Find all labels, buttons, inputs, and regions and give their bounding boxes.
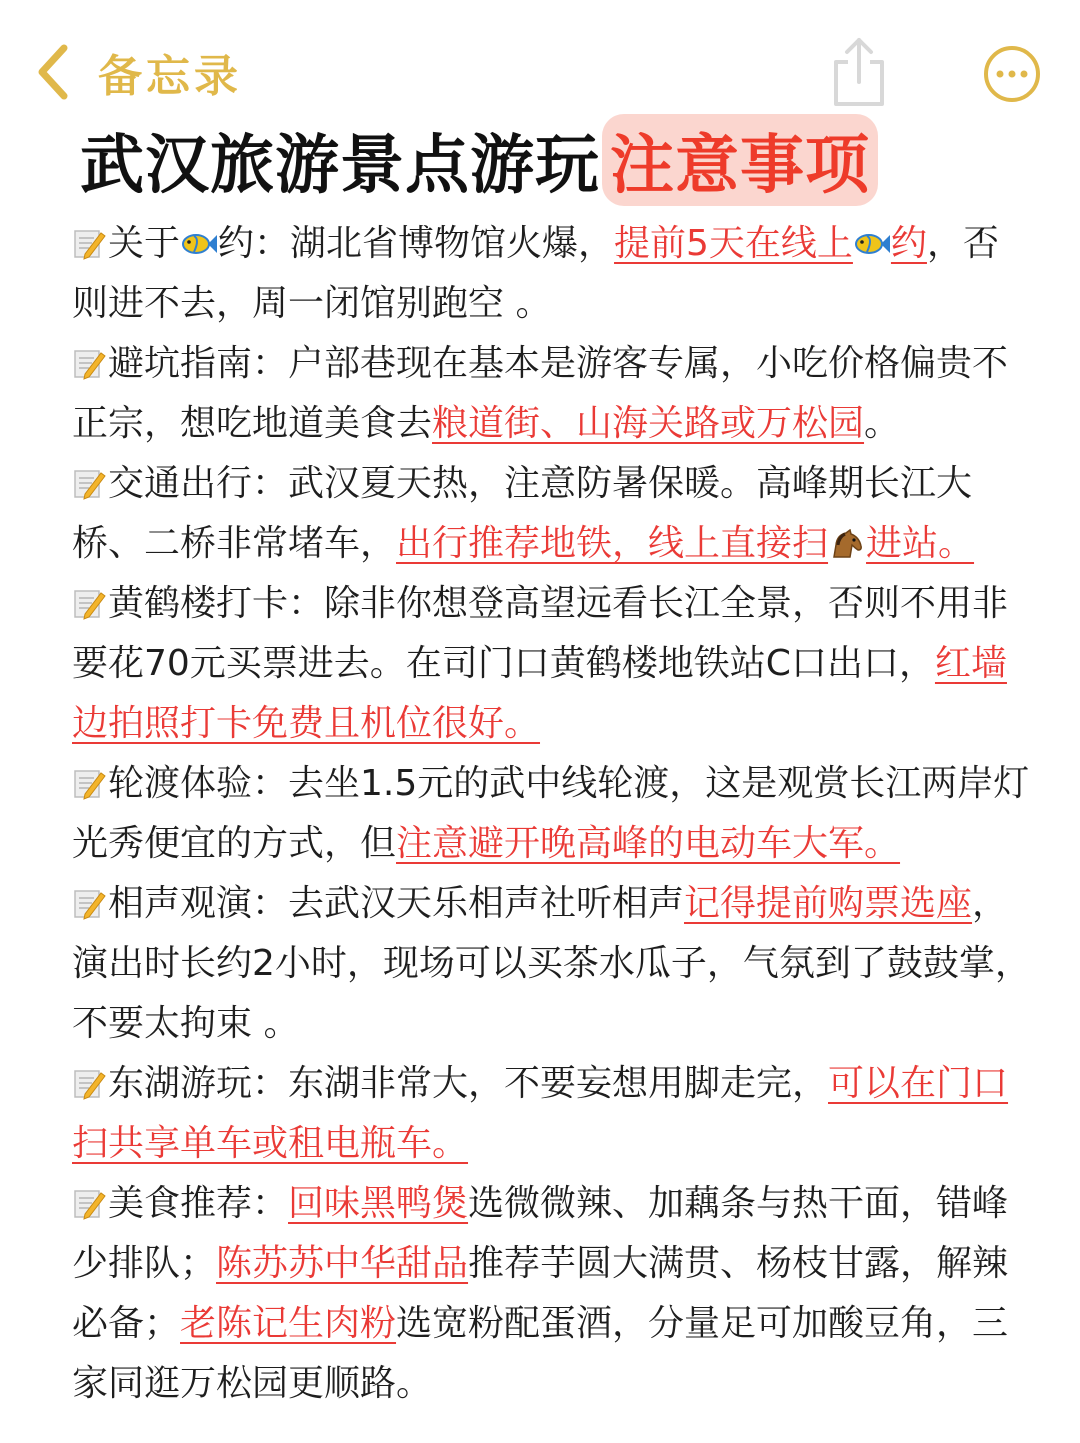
chevron-left-icon [34,42,70,102]
title-main: 武汉旅游景点游玩 [80,129,600,203]
memo-icon [72,466,106,500]
back-button[interactable] [34,40,242,104]
list-item: 交通出行：武汉夏天热，注意防暑保暖。高峰期长江大桥、二桥非常堵车，出行推荐地铁，线上直接扫 进站。 [72,463,975,564]
note-body [72,214,1034,1414]
title-highlight: 注意事项 [602,114,878,206]
highlight-text: 回味黑鸭煲 [288,1183,469,1224]
list-item: 轮渡体验：去坐1.5元的武中线轮渡，这是观赏长江两岸灯光秀便宜的方式，但注意避开晚高峰的电动车大军。 [72,763,1030,864]
memo-icon [72,886,106,920]
list-item: 避坑指南：户部巷现在基本是游客专属，小吃价格偏贵不正宗，想吃地道美食去粮道街、山海关路或万松园。 [72,343,1009,444]
fish-icon [180,229,218,259]
highlight-text: 记得提前购票选座 [684,883,973,924]
list-item: 关于 约：湖北省博物馆火爆，提前5天在线上 约，否则进不去，周一闭馆别跑空 。 [72,223,999,324]
list-item: 美食推荐：回味黑鸭煲选微微辣、加藕条与热干面，错峰少排队；陈苏苏中华甜品推荐芋圆大满贯、杨枝甘露，解辣必备；老陈记生肉粉选宽粉配蛋酒，分量足可加酸豆角，三家同逛万松园更顺路。 [72,1183,1009,1404]
highlight-text: 可以在门口扫共享单车或租电瓶车。 [72,1063,1009,1164]
memo-icon [72,1186,106,1220]
memo-icon [72,1066,106,1100]
memo-icon [72,586,106,620]
memo-icon [72,766,106,800]
page-title [80,118,878,202]
memo-icon [72,346,106,380]
share-icon[interactable] [828,36,890,108]
list-item: 黄鹤楼打卡：除非你想登高望远看长江全景，否则不用非要花70元买票进去。在司门口黄鹤楼地铁站C口出口，红墙边拍照打卡免费且机位很好。 [72,583,1009,744]
highlight-text: 提前5天在线上 约 [614,223,927,264]
highlight-text: 陈苏苏中华甜品 [216,1243,469,1284]
highlight-text: 粮道街、山海关路或万松园 [432,403,865,444]
fish-icon [853,229,891,259]
highlight-text: 老陈记生肉粉 [180,1303,397,1344]
nav-bar [0,0,1080,110]
back-label: 备忘录 [98,51,242,102]
horse-icon [828,529,866,559]
highlight-text: 注意避开晚高峰的电动车大军。 [396,823,901,864]
list-item: 相声观演：去武汉天乐相声社听相声记得提前购票选座，演出时长约2小时，现场可以买茶水瓜子，气氛到了鼓鼓掌，不要太拘束 。 [72,883,1031,1044]
highlight-text: 红墙边拍照打卡免费且机位很好。 [72,643,1007,744]
more-icon[interactable] [982,44,1042,104]
highlight-text: 出行推荐地铁，线上直接扫 进站。 [396,523,975,564]
list-item: 东湖游玩：东湖非常大，不要妄想用脚走完，可以在门口扫共享单车或租电瓶车。 [72,1063,1009,1164]
memo-icon [72,226,106,260]
